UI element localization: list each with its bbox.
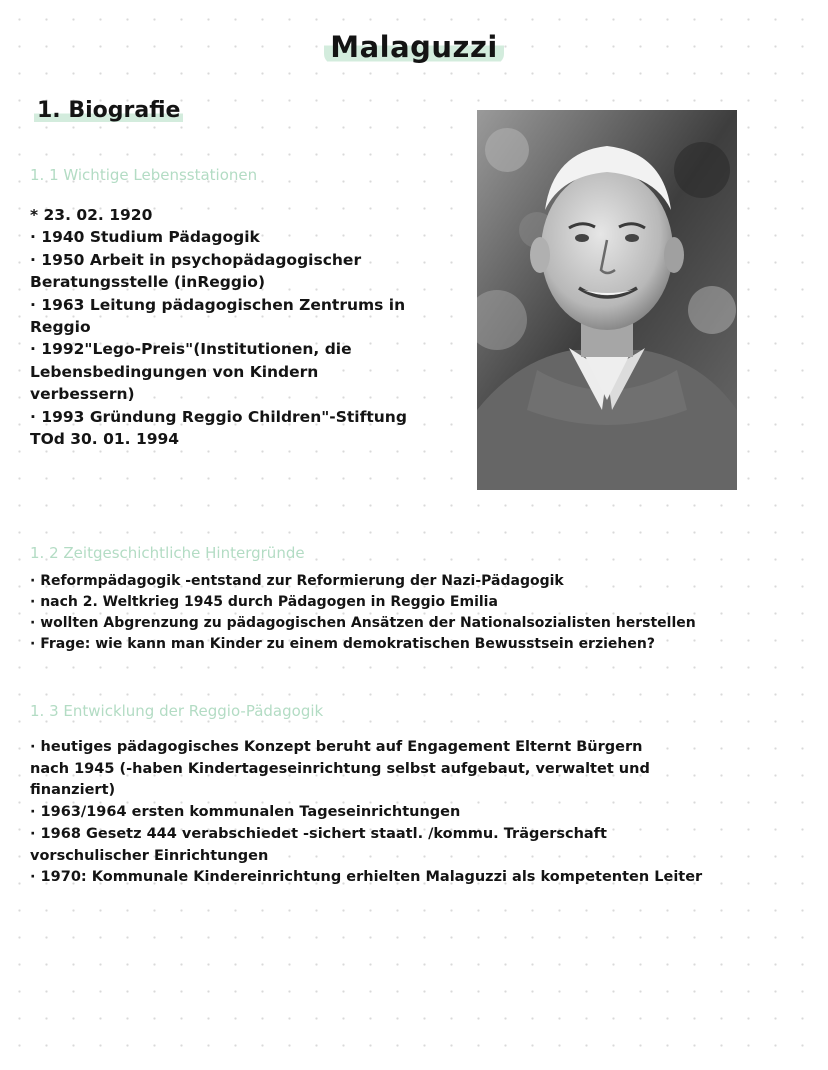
- list-line: vorschulischer Einrichtungen: [30, 847, 269, 864]
- list-line: Beratungsstelle (inReggio): [30, 273, 266, 292]
- list-line: TOd 30. 01. 1994: [30, 430, 180, 449]
- list-line: · 1970: Kommunale Kindereinrichtung erhielten Malaguzzi als kompetenten Leiter: [30, 869, 703, 886]
- list-line: · 1993 Gründung Reggio Children"-Stiftung: [30, 407, 407, 426]
- page-title: [0, 30, 828, 64]
- list-line: verbessern): [30, 385, 135, 404]
- list-line: · 1992"Lego-Preis"(Institutionen, die: [30, 340, 352, 359]
- page-title-text: Malaguzzi: [324, 30, 504, 64]
- list-line: Lebensbedingungen von Kindern: [30, 362, 319, 381]
- list-line: · Frage: wie kann man Kinder zu einem demokratischen Bewusstsein erziehen?: [30, 636, 655, 652]
- list-line: finanziert): [30, 782, 116, 799]
- list-line: Reggio: [30, 318, 91, 337]
- subheading-lebensstationen: 1. 1 Wichtige Lebensstationen: [30, 166, 258, 184]
- list-line: · 1963/1964 ersten kommunalen Tageseinrichtungen: [30, 804, 461, 821]
- section-heading: [34, 98, 183, 123]
- list-line: nach 1945 (-haben Kindertageseinrichtung selbst aufgebaut, verwaltet und: [30, 760, 650, 777]
- list-line: · 1950 Arbeit in psychopädagogischer: [30, 250, 362, 269]
- list-line: · Reformpädagogik -entstand zur Reformierung der Nazi-Pädagogik: [30, 573, 564, 589]
- zeitgeschichte-list: [30, 571, 696, 655]
- list-line: · heutiges pädagogisches Konzept beruht auf Engagement Elternt Bürgern: [30, 739, 643, 755]
- subheading-entwicklung: 1. 3 Entwicklung der Reggio-Pädagogik: [30, 702, 324, 720]
- list-line: · 1940 Studium Pädagogik: [30, 228, 260, 247]
- list-line: · nach 2. Weltkrieg 1945 durch Pädagogen in Reggio Emilia: [30, 594, 498, 610]
- list-line: · 1963 Leitung pädagogischen Zentrums in: [30, 295, 406, 314]
- entwicklung-list: [30, 737, 702, 889]
- portrait-illustration: [477, 110, 737, 490]
- portrait-photo: [477, 110, 737, 490]
- list-line: * 23. 02. 1920: [30, 206, 153, 224]
- subheading-zeitgeschichte: 1. 2 Zeitgeschichtliche Hintergründe: [30, 544, 305, 562]
- lebensstationen-list: [30, 204, 407, 450]
- list-line: · 1968 Gesetz 444 verabschiedet -sichert staatl. /kommu. Trägerschaft: [30, 825, 607, 842]
- list-line: · wollten Abgrenzung zu pädagogischen Ansätzen der Nationalsozialisten herstellen: [30, 615, 696, 631]
- section-heading-text: 1. Biografie: [34, 98, 183, 123]
